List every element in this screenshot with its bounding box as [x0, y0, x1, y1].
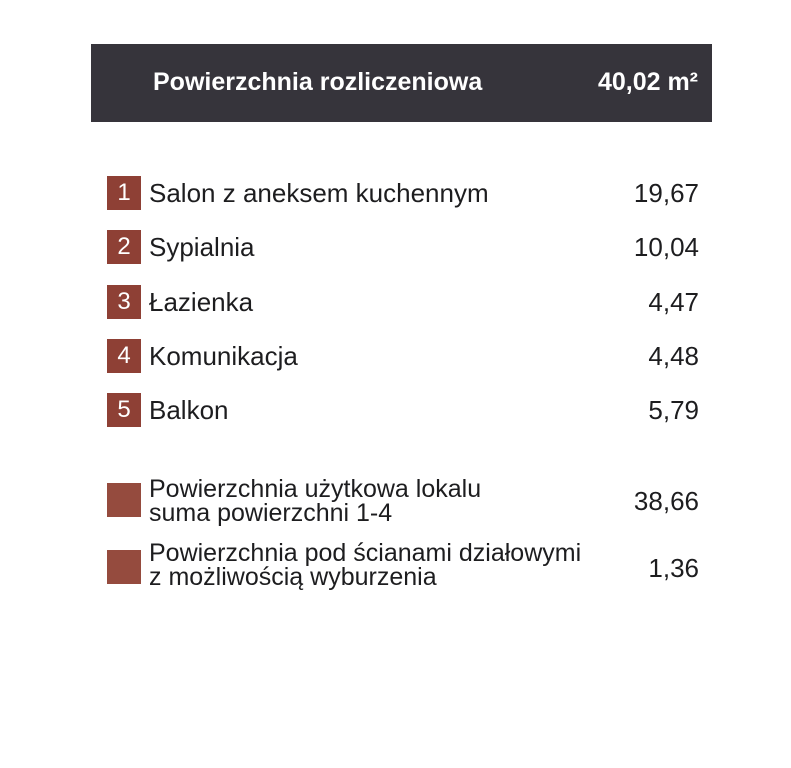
total-area-value: 40,02 m² [597, 68, 698, 96]
room-name: Salon z aneksem kuchennym [149, 178, 489, 208]
room-name: Łazienka [149, 287, 254, 317]
room-number-badge: 1 [107, 176, 141, 210]
room-row [107, 230, 699, 264]
total-area-title: Powierzchnia rozliczeniowa [153, 68, 483, 96]
room-name: Komunikacja [149, 341, 298, 371]
room-row [107, 285, 699, 319]
room-number-badge: 4 [107, 339, 141, 373]
summary-area: 38,66 [633, 486, 699, 516]
summary-label-line2: suma powierzchni 1-4 [149, 499, 393, 527]
summary-label-line1: Powierzchnia użytkowa lokalu [149, 475, 482, 503]
partition-walls-row [107, 541, 699, 595]
summary-area: 1,36 [648, 553, 699, 583]
usable-area-row [107, 477, 699, 531]
room-row [107, 339, 699, 373]
room-name: Sypialnia [149, 232, 255, 262]
room-area: 4,48 [648, 341, 699, 371]
room-area: 5,79 [648, 395, 699, 425]
summary-label [149, 477, 481, 525]
room-number-badge: 3 [107, 285, 141, 319]
room-name: Balkon [149, 395, 229, 425]
summary-label-line1: Powierzchnia pod ścianami działowymi [149, 539, 582, 567]
room-area: 10,04 [633, 232, 699, 262]
room-area: 19,67 [633, 178, 699, 208]
room-number-badge: 5 [107, 393, 141, 427]
summary-label-line2: z możliwością wyburzenia [149, 563, 437, 591]
total-area-header [91, 44, 712, 122]
color-swatch [107, 550, 141, 584]
room-number-badge: 2 [107, 230, 141, 264]
color-swatch [107, 483, 141, 517]
room-area: 4,47 [648, 287, 699, 317]
room-row [107, 176, 699, 210]
summary-label [149, 541, 581, 589]
room-row [107, 393, 699, 427]
